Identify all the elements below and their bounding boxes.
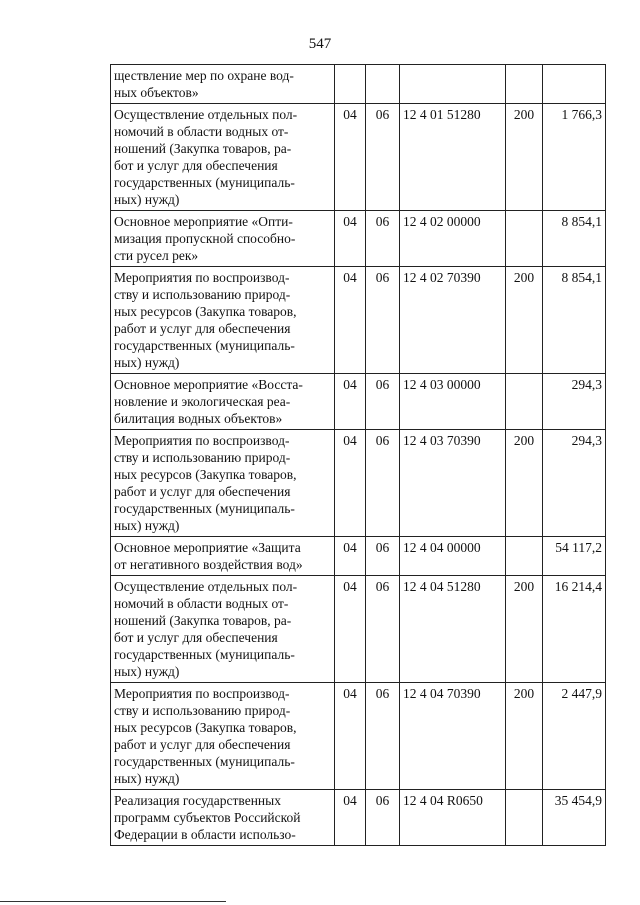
subsection-code-cell: 06 — [366, 211, 400, 267]
subsection-code-cell: 06 — [366, 537, 400, 576]
target-article-cell: 12 4 04 00000 — [400, 537, 506, 576]
target-article-cell: 12 4 02 00000 — [400, 211, 506, 267]
table-row — [111, 430, 606, 537]
expense-name-line: ществление мер по охране вод- — [114, 68, 294, 83]
expense-type-cell: 200 — [506, 430, 543, 537]
expense-name-line: ных) нужд) — [114, 192, 180, 207]
expense-type-cell — [506, 65, 543, 104]
section-code-cell: 04 — [335, 430, 366, 537]
amount-cell: 54 117,2 — [543, 537, 606, 576]
expense-name-line: ношений (Закупка товаров, ра- — [114, 141, 292, 156]
target-article-cell: 12 4 01 51280 — [400, 104, 506, 211]
expense-name-line: Мероприятия по воспроизвод- — [114, 270, 290, 285]
expense-name-cell — [111, 374, 335, 430]
expense-name-cell — [111, 683, 335, 790]
page-number: 547 — [308, 36, 332, 52]
section-code-cell: 04 — [335, 267, 366, 374]
subsection-code-cell: 06 — [366, 374, 400, 430]
subsection-code-cell: 06 — [366, 430, 400, 537]
amount-cell — [543, 65, 606, 104]
expense-name-line: ству и использованию природ- — [114, 287, 291, 302]
expense-type-cell — [506, 537, 543, 576]
expense-name-line: ных ресурсов (Закупка товаров, — [114, 720, 297, 735]
subsection-code-cell: 06 — [366, 683, 400, 790]
expense-type-cell — [506, 211, 543, 267]
budget-table-body — [111, 65, 606, 846]
expense-type-cell: 200 — [506, 576, 543, 683]
expense-name-line: государственных (муниципаль- — [114, 647, 295, 662]
expense-name-line: мизация пропускной способно- — [114, 231, 296, 246]
expense-name-line: новление и экологическая реа- — [114, 394, 291, 409]
expense-name-line: государственных (муниципаль- — [114, 501, 295, 516]
expense-name-line: ных) нужд) — [114, 355, 180, 370]
table-row — [111, 267, 606, 374]
expense-name-line: номочий в области водных от- — [114, 596, 289, 611]
expense-name-line: Мероприятия по воспроизвод- — [114, 433, 290, 448]
target-article-cell: 12 4 03 70390 — [400, 430, 506, 537]
expense-name-cell — [111, 430, 335, 537]
amount-cell: 16 214,4 — [543, 576, 606, 683]
subsection-code-cell — [366, 65, 400, 104]
table-row — [111, 683, 606, 790]
expense-type-cell: 200 — [506, 267, 543, 374]
budget-table — [110, 64, 606, 846]
section-code-cell: 04 — [335, 104, 366, 211]
target-article-cell — [400, 65, 506, 104]
target-article-cell: 12 4 04 70390 — [400, 683, 506, 790]
section-code-cell: 04 — [335, 374, 366, 430]
footnote-divider — [0, 901, 226, 902]
expense-name-line: ных) нужд) — [114, 518, 180, 533]
table-row — [111, 65, 606, 104]
target-article-cell: 12 4 04 R0650 — [400, 790, 506, 846]
expense-name-line: Основное мероприятие «Защита — [114, 540, 301, 555]
expense-name-cell — [111, 267, 335, 374]
expense-name-cell — [111, 104, 335, 211]
expense-name-line: Мероприятия по воспроизвод- — [114, 686, 290, 701]
expense-name-line: ных объектов» — [114, 85, 199, 100]
section-code-cell: 04 — [335, 211, 366, 267]
subsection-code-cell: 06 — [366, 790, 400, 846]
expense-type-cell: 200 — [506, 683, 543, 790]
expense-type-cell — [506, 374, 543, 430]
expense-name-line: ношений (Закупка товаров, ра- — [114, 613, 292, 628]
expense-name-line: Основное мероприятие «Опти- — [114, 214, 293, 229]
table-row — [111, 537, 606, 576]
expense-name-line: государственных (муниципаль- — [114, 175, 295, 190]
subsection-code-cell: 06 — [366, 267, 400, 374]
expense-name-line: Федерации в области использо- — [114, 827, 296, 842]
expense-name-line: работ и услуг для обеспечения — [114, 321, 291, 336]
expense-name-line: работ и услуг для обеспечения — [114, 484, 291, 499]
amount-cell: 8 854,1 — [543, 211, 606, 267]
target-article-cell: 12 4 02 70390 — [400, 267, 506, 374]
amount-cell: 8 854,1 — [543, 267, 606, 374]
expense-name-line: бот и услуг для обеспечения — [114, 630, 278, 645]
table-row — [111, 790, 606, 846]
expense-name-line: Основное мероприятие «Восста- — [114, 377, 303, 392]
table-row — [111, 576, 606, 683]
expense-name-line: билитация водных объектов» — [114, 411, 283, 426]
expense-name-line: Осуществление отдельных пол- — [114, 579, 298, 594]
expense-name-line: Осуществление отдельных пол- — [114, 107, 298, 122]
section-code-cell — [335, 65, 366, 104]
section-code-cell: 04 — [335, 683, 366, 790]
expense-name-cell — [111, 537, 335, 576]
amount-cell: 294,3 — [543, 374, 606, 430]
expense-name-line: ных) нужд) — [114, 664, 180, 679]
table-row — [111, 211, 606, 267]
section-code-cell: 04 — [335, 790, 366, 846]
expense-name-line: номочий в области водных от- — [114, 124, 289, 139]
expense-name-line: государственных (муниципаль- — [114, 338, 295, 353]
expense-name-line: ных ресурсов (Закупка товаров, — [114, 304, 297, 319]
subsection-code-cell: 06 — [366, 104, 400, 211]
section-code-cell: 04 — [335, 537, 366, 576]
target-article-cell: 12 4 03 00000 — [400, 374, 506, 430]
expense-name-cell — [111, 790, 335, 846]
expense-type-cell — [506, 790, 543, 846]
amount-cell: 1 766,3 — [543, 104, 606, 211]
expense-name-cell — [111, 211, 335, 267]
amount-cell: 2 447,9 — [543, 683, 606, 790]
expense-name-line: ству и использованию природ- — [114, 703, 291, 718]
expense-name-line: ных) нужд) — [114, 771, 180, 786]
expense-type-cell: 200 — [506, 104, 543, 211]
expense-name-line: программ субъектов Российской — [114, 810, 301, 825]
expense-name-line: Реализация государственных — [114, 793, 281, 808]
expense-name-line: работ и услуг для обеспечения — [114, 737, 291, 752]
expense-name-line: ству и использованию природ- — [114, 450, 291, 465]
table-row — [111, 104, 606, 211]
expense-name-line: бот и услуг для обеспечения — [114, 158, 278, 173]
target-article-cell: 12 4 04 51280 — [400, 576, 506, 683]
expense-name-cell — [111, 576, 335, 683]
table-row — [111, 374, 606, 430]
amount-cell: 35 454,9 — [543, 790, 606, 846]
expense-name-line: государственных (муниципаль- — [114, 754, 295, 769]
expense-name-line: от негативного воздействия вод» — [114, 557, 303, 572]
section-code-cell: 04 — [335, 576, 366, 683]
subsection-code-cell: 06 — [366, 576, 400, 683]
expense-name-line: сти русел рек» — [114, 248, 199, 263]
expense-name-line: ных ресурсов (Закупка товаров, — [114, 467, 297, 482]
amount-cell: 294,3 — [543, 430, 606, 537]
expense-name-cell — [111, 65, 335, 104]
